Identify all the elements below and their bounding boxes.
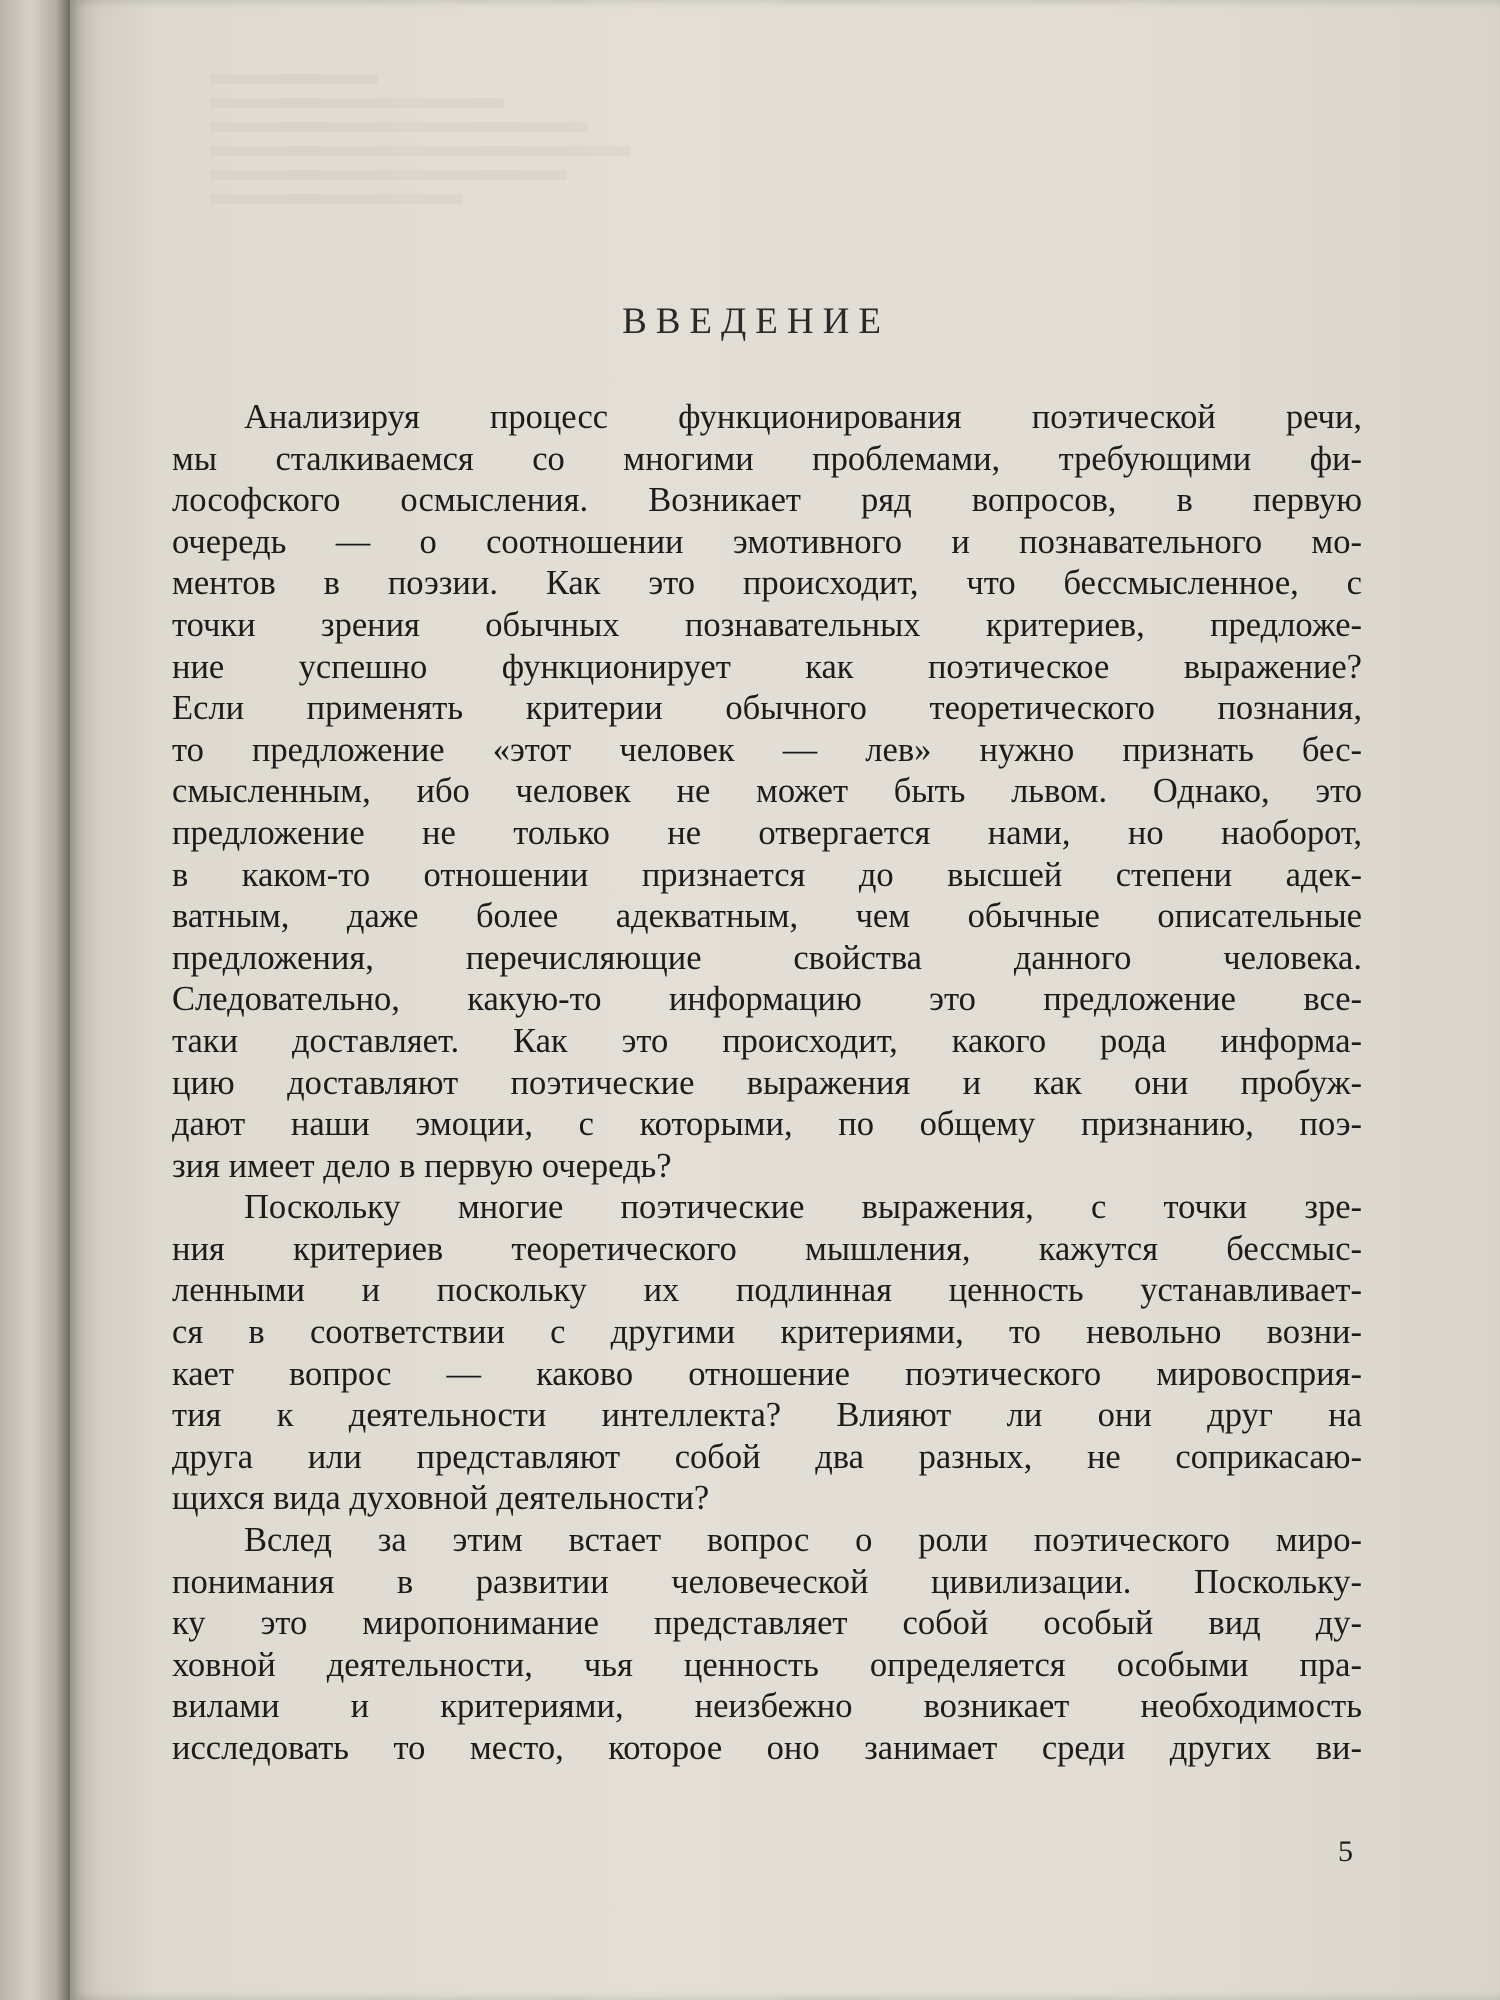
text-line: друга или представляют собой два разных, не соприкасаю- xyxy=(172,1437,1362,1476)
text-line: в каком-то отношении признается до высшей степени адек- xyxy=(172,855,1362,894)
text-line: ку это миропонимание представляет собой особый вид ду- xyxy=(172,1604,1362,1643)
text-line: Анализируя процесс функционирования поэтической речи, xyxy=(244,398,1362,436)
text-line: зия имеет дело в первую очередь? xyxy=(172,1146,672,1185)
text-line: понимания в развитии человеческой цивилизации. Поскольку- xyxy=(172,1562,1362,1601)
text-line: ленными и поскольку их подлинная ценность устанавливает- xyxy=(172,1271,1362,1310)
text-line: очередь — о соотношении эмотивного и познавательного мо- xyxy=(172,522,1362,561)
text-line: точки зрения обычных познавательных критериев, предложе- xyxy=(172,605,1362,644)
text-line: тия к деятельности интеллекта? Влияют ли они друг на xyxy=(172,1396,1362,1435)
text-line: исследовать то место, которое оно занимает среди других ви- xyxy=(172,1729,1362,1767)
text-line: ния критериев теоретического мышления, кажутся бессмыс- xyxy=(172,1229,1362,1268)
text-line: Поскольку многие поэтические выражения, с точки зре- xyxy=(244,1188,1362,1227)
text-line: лософского осмысления. Возникает ряд вопросов, в первую xyxy=(172,481,1362,520)
text-line: кает вопрос — каково отношение поэтического мировосприя- xyxy=(172,1354,1362,1393)
paragraph-3 xyxy=(172,1520,1362,1770)
text-line: предложения, перечисляющие свойства данного человека. xyxy=(172,938,1362,977)
text-line: дают наши эмоции, с которыми, по общему признанию, поэ- xyxy=(172,1105,1362,1144)
text-line: ние успешно функционирует как поэтическое выражение? xyxy=(172,647,1362,686)
text-line: цию доставляют поэтические выражения и как они пробуж- xyxy=(172,1063,1362,1102)
text-line: Если применять критерии обычного теоретического познания, xyxy=(172,689,1362,728)
chapter-title: ВВЕДЕНИЕ xyxy=(622,301,890,342)
text-line: то предложение «этот человек — лев» нужно признать бес- xyxy=(172,730,1362,769)
text-line: Вслед за этим встает вопрос о роли поэтического миро- xyxy=(244,1521,1362,1560)
text-line: ся в соответствии с другими критериями, то невольно возни- xyxy=(172,1313,1362,1352)
text-line: Следовательно, какую-то информацию это предложение все- xyxy=(172,980,1362,1019)
text-line: ватным, даже более адекватным, чем обычные описательные xyxy=(172,897,1362,936)
text-line: ментов в поэзии. Как это происходит, что бессмысленное, с xyxy=(172,564,1362,603)
text-line: вилами и критериями, неизбежно возникает необходимость xyxy=(172,1687,1362,1726)
text-line: предложение не только не отвергается нами, но наоборот, xyxy=(172,813,1362,852)
page-number: 5 xyxy=(1338,1835,1353,1868)
paragraph-1 xyxy=(172,397,1362,1187)
text-line: таки доставляет. Как это происходит, какого рода информа- xyxy=(172,1021,1362,1060)
text-line: щихся вида духовной деятельности? xyxy=(172,1479,710,1518)
text-line: смысленным, ибо человек не может быть львом. Однако, это xyxy=(172,772,1362,811)
text-line: ховной деятельности, чья ценность определяется особыми пра- xyxy=(172,1645,1362,1684)
show-through-text xyxy=(210,60,630,260)
paragraph-2 xyxy=(172,1187,1362,1520)
body-text xyxy=(172,397,1362,1770)
text-line: мы сталкиваемся со многими проблемами, требующими фи- xyxy=(172,439,1362,478)
